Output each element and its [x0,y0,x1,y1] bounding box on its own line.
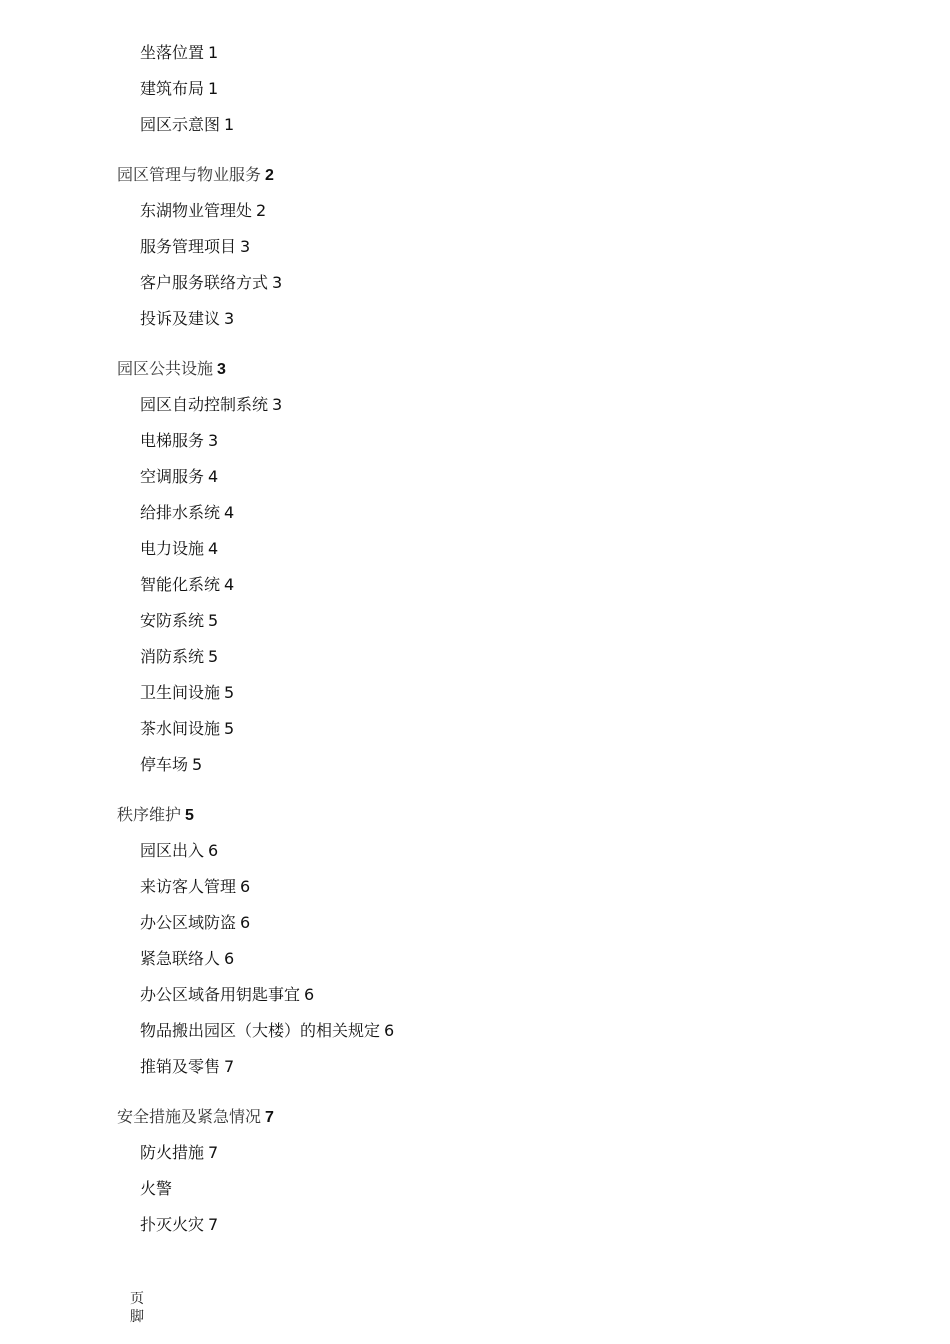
toc-page-number: 6 [240,877,251,896]
toc-entry-title: 给排水系统 [140,503,221,522]
toc-entry-title: 坐落位置 [140,43,205,62]
toc-entry[interactable] [140,201,266,221]
toc-page-number: 2 [256,201,267,220]
toc-page-number: 4 [208,467,219,486]
toc-entry[interactable] [140,841,218,861]
toc-entry[interactable] [140,755,202,775]
toc-entry-title: 安全措施及紧急情况 [117,1107,262,1126]
toc-section-heading[interactable] [117,359,226,380]
toc-entry[interactable] [140,575,234,595]
toc-entry-title: 客户服务联络方式 [140,273,269,292]
toc-entry[interactable] [140,79,218,99]
toc-entry-title: 办公区域备用钥匙事宜 [140,985,301,1004]
toc-entry-title: 智能化系统 [140,575,221,594]
toc-entry[interactable] [140,611,218,631]
toc-entry[interactable] [140,309,234,329]
toc-entry-title: 火警 [140,1179,173,1198]
toc-entry[interactable] [140,1143,218,1163]
toc-page-number: 3 [272,395,283,414]
toc-entry-title: 秩序维护 [117,805,182,824]
toc-entry-title: 空调服务 [140,467,205,486]
toc-entry[interactable] [140,43,218,63]
toc-entry[interactable] [140,1179,172,1199]
toc-page-number: 6 [224,949,235,968]
toc-page-number: 7 [265,1109,274,1126]
toc-entry-title: 服务管理项目 [140,237,237,256]
toc-page-number: 1 [208,79,219,98]
toc-page-number: 6 [304,985,315,1004]
toc-entry-title: 紧急联络人 [140,949,221,968]
toc-page-number: 5 [185,807,194,824]
toc-entry[interactable] [140,647,218,667]
toc-entry[interactable] [140,1021,394,1041]
toc-page-number: 1 [224,115,235,134]
toc-entry[interactable] [140,467,218,487]
toc-entry[interactable] [140,273,282,293]
toc-entry-title: 停车场 [140,755,189,774]
toc-entry-title: 园区公共设施 [117,359,214,378]
toc-entry[interactable] [140,683,234,703]
toc-entry[interactable] [140,1215,218,1235]
toc-entry[interactable] [140,115,234,135]
toc-entry[interactable] [140,949,234,969]
toc-entry-title: 卫生间设施 [140,683,221,702]
toc-entry-title: 园区自动控制系统 [140,395,269,414]
toc-entry[interactable] [140,719,234,739]
toc-section-heading[interactable] [117,1107,274,1128]
toc-entry-title: 扑灭火灾 [140,1215,205,1234]
page-footer: 页脚 [130,1291,144,1325]
toc-page-number: 3 [224,309,235,328]
toc-entry-title: 建筑布局 [140,79,205,98]
toc-entry-title: 园区出入 [140,841,205,860]
toc-page-number: 1 [208,43,219,62]
toc-page-number: 3 [240,237,251,256]
toc-page-number: 4 [224,503,235,522]
toc-entry[interactable] [140,913,250,933]
toc-entry-title: 办公区域防盗 [140,913,237,932]
toc-entry-title: 电梯服务 [140,431,205,450]
toc-entry-title: 园区管理与物业服务 [117,165,262,184]
toc-entry-title: 安防系统 [140,611,205,630]
toc-page-number: 7 [208,1215,219,1234]
toc-entry-title: 物品搬出园区（大楼）的相关规定 [140,1021,381,1040]
toc-section-heading[interactable] [117,165,274,186]
toc-page-number: 5 [208,647,219,666]
toc-entry[interactable] [140,395,282,415]
toc-entry-title: 茶水间设施 [140,719,221,738]
toc-entry-title: 推销及零售 [140,1057,221,1076]
toc-entry-title: 防火措施 [140,1143,205,1162]
toc-page-number: 4 [208,539,219,558]
toc-page-number: 5 [224,683,235,702]
toc-page-number: 5 [208,611,219,630]
toc-page-number: 3 [208,431,219,450]
toc-page-number: 4 [224,575,235,594]
toc-entry-title: 电力设施 [140,539,205,558]
toc-page-number: 5 [224,719,235,738]
toc-page-number: 7 [224,1057,235,1076]
toc-entry[interactable] [140,503,234,523]
toc-page-number: 3 [217,361,226,378]
toc-page-number: 6 [240,913,251,932]
toc-entry-title: 园区示意图 [140,115,221,134]
toc-page-number: 5 [192,755,203,774]
toc-entry-title: 消防系统 [140,647,205,666]
toc-entry[interactable] [140,431,218,451]
toc-entry[interactable] [140,539,218,559]
toc-page-number: 2 [265,167,274,184]
toc-page-number: 3 [272,273,283,292]
toc-entry[interactable] [140,1057,234,1077]
toc-entry[interactable] [140,985,314,1005]
toc-page-number: 6 [384,1021,395,1040]
toc-entry[interactable] [140,237,250,257]
toc-entry[interactable] [140,877,250,897]
toc-page-number: 6 [208,841,219,860]
toc-page-number: 7 [208,1143,219,1162]
toc-entry-title: 东湖物业管理处 [140,201,253,220]
toc-entry-title: 投诉及建议 [140,309,221,328]
toc-entry-title: 来访客人管理 [140,877,237,896]
toc-section-heading[interactable] [117,805,194,826]
